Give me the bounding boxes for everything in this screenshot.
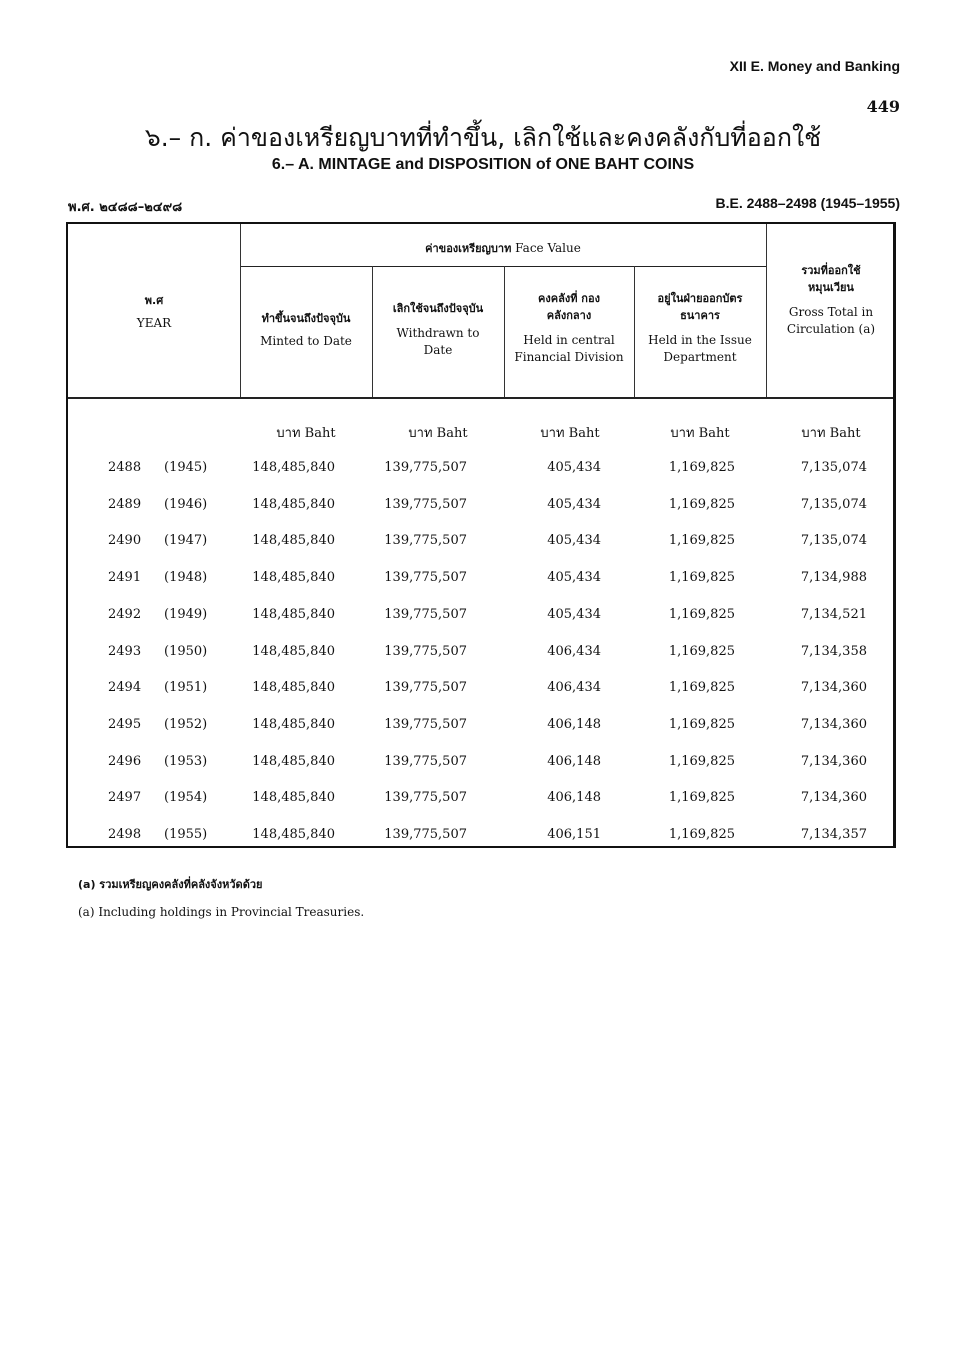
year-ce: (1952) bbox=[164, 716, 208, 732]
held-issue-value: 1,169,825 bbox=[668, 606, 735, 622]
held-issue-value: 1,169,825 bbox=[668, 460, 735, 475]
table-row bbox=[68, 497, 893, 517]
year-header-english: YEAR bbox=[136, 316, 172, 330]
column-header-english: Held in central Financial Division bbox=[514, 333, 624, 364]
year-be: 2488 bbox=[108, 460, 142, 475]
gross-value: 7,134,358 bbox=[800, 643, 867, 659]
held-issue-value: 1,169,825 bbox=[668, 680, 735, 696]
column-header-english: Minted to Date bbox=[260, 334, 352, 348]
year-ce: (1946) bbox=[164, 496, 208, 512]
table-row bbox=[68, 680, 893, 700]
withdrawn-value: 139,775,507 bbox=[384, 570, 467, 586]
section-label: XII E. Money and Banking bbox=[729, 58, 900, 74]
withdrawn-value: 139,775,507 bbox=[384, 460, 467, 475]
unit-label: บาท Baht bbox=[408, 426, 468, 441]
group-header-english: Face Value bbox=[515, 241, 581, 255]
gross-value: 7,135,074 bbox=[800, 496, 867, 512]
held-central-value: 406,148 bbox=[547, 716, 601, 732]
minted-value: 148,485,840 bbox=[252, 496, 335, 512]
column-header-thai: ทำขึ้นจนถึงปัจจุบัน bbox=[261, 312, 351, 325]
column-divider bbox=[372, 266, 373, 397]
held-issue-value: 1,169,825 bbox=[668, 716, 735, 732]
page-number: 449 bbox=[866, 97, 900, 116]
year-ce: (1950) bbox=[164, 643, 208, 659]
year-be: 2495 bbox=[108, 716, 142, 732]
gross-value: 7,134,988 bbox=[800, 570, 867, 586]
unit-label: บาท Baht bbox=[801, 426, 861, 441]
gross-value: 7,134,360 bbox=[800, 753, 867, 769]
table-row bbox=[68, 827, 893, 847]
year-be: 2490 bbox=[108, 533, 142, 549]
table-row bbox=[68, 460, 893, 480]
withdrawn-value: 139,775,507 bbox=[384, 790, 467, 806]
minted-value: 148,485,840 bbox=[252, 753, 335, 769]
column-header-english: Withdrawn to Date bbox=[396, 326, 480, 357]
minted-value: 148,485,840 bbox=[252, 790, 335, 806]
period-thai: พ.ศ. ๒๔๘๘–๒๔๙๘ bbox=[68, 200, 183, 215]
page-title-english: 6.– A. MINTAGE and DISPOSITION of ONE BAHT COINS bbox=[271, 156, 695, 173]
year-ce: (1948) bbox=[164, 570, 208, 586]
unit-label: บาท Baht bbox=[670, 426, 730, 441]
year-header bbox=[68, 292, 240, 332]
minted-value: 148,485,840 bbox=[252, 460, 335, 475]
withdrawn-value: 139,775,507 bbox=[384, 606, 467, 622]
column-header-withdrawn bbox=[388, 300, 488, 359]
minted-value: 148,485,840 bbox=[252, 827, 335, 842]
withdrawn-value: 139,775,507 bbox=[384, 827, 467, 842]
held-central-value: 405,434 bbox=[547, 460, 601, 475]
column-header-english: Gross Total in Circulation (a) bbox=[786, 305, 876, 336]
minted-value: 148,485,840 bbox=[252, 533, 335, 549]
held-central-value: 406,434 bbox=[547, 643, 601, 659]
year-be: 2496 bbox=[108, 753, 142, 769]
column-header-thai: รวมที่ออกใช้ หมุนเวียน bbox=[801, 264, 861, 294]
withdrawn-value: 139,775,507 bbox=[384, 496, 467, 512]
minted-value: 148,485,840 bbox=[252, 606, 335, 622]
year-be: 2489 bbox=[108, 496, 142, 512]
unit-label: บาท Baht bbox=[540, 426, 600, 441]
year-ce: (1949) bbox=[164, 606, 208, 622]
column-header-thai: คงคลังที่ กองคลังกลาง bbox=[538, 292, 600, 322]
held-central-value: 406,434 bbox=[547, 680, 601, 696]
year-be: 2494 bbox=[108, 680, 142, 696]
column-header-english: Held in the Issue Department bbox=[648, 333, 752, 364]
year-be: 2493 bbox=[108, 643, 142, 659]
year-ce: (1955) bbox=[164, 827, 208, 842]
table-row bbox=[68, 644, 893, 664]
column-header-thai: อยู่ในฝ่ายออกบัตร ธนาคาร bbox=[657, 292, 743, 322]
column-header-held-issue bbox=[634, 290, 766, 366]
coin-table bbox=[66, 222, 896, 848]
held-central-value: 406,148 bbox=[547, 790, 601, 806]
held-central-value: 405,434 bbox=[547, 606, 601, 622]
held-issue-value: 1,169,825 bbox=[668, 533, 735, 549]
period-english: B.E. 2488–2498 (1945–1955) bbox=[715, 195, 900, 211]
year-header-thai: พ.ศ bbox=[144, 294, 164, 307]
page-title-thai: ๖.– ก. ค่าของเหรียญบาทที่ทำขึ้น, เลิกใช้และคงคลังกับที่ออกใช้ bbox=[144, 123, 822, 152]
year-ce: (1954) bbox=[164, 790, 208, 806]
table-row bbox=[68, 533, 893, 553]
withdrawn-value: 139,775,507 bbox=[384, 716, 467, 732]
held-issue-value: 1,169,825 bbox=[668, 827, 735, 842]
held-issue-value: 1,169,825 bbox=[668, 753, 735, 769]
gross-value: 7,134,521 bbox=[800, 606, 867, 622]
group-header bbox=[240, 240, 766, 257]
held-issue-value: 1,169,825 bbox=[668, 790, 735, 806]
unit-label: บาท Baht bbox=[276, 426, 336, 441]
minted-value: 148,485,840 bbox=[252, 716, 335, 732]
gross-value: 7,134,360 bbox=[800, 716, 867, 732]
table-row bbox=[68, 607, 893, 627]
withdrawn-value: 139,775,507 bbox=[384, 533, 467, 549]
year-ce: (1953) bbox=[164, 753, 208, 769]
table-row bbox=[68, 754, 893, 774]
column-header-thai: เลิกใช้จนถึงปัจจุบัน bbox=[392, 302, 484, 315]
gross-value: 7,135,074 bbox=[800, 533, 867, 549]
held-issue-value: 1,169,825 bbox=[668, 570, 735, 586]
minted-value: 148,485,840 bbox=[252, 570, 335, 586]
year-be: 2491 bbox=[108, 570, 142, 586]
withdrawn-value: 139,775,507 bbox=[384, 643, 467, 659]
column-header-gross bbox=[766, 262, 896, 338]
minted-value: 148,485,840 bbox=[252, 680, 335, 696]
column-header-minted bbox=[240, 310, 372, 350]
year-ce: (1945) bbox=[164, 460, 208, 475]
year-be: 2492 bbox=[108, 606, 142, 622]
gross-value: 7,134,360 bbox=[800, 790, 867, 806]
table-row bbox=[68, 717, 893, 737]
held-issue-value: 1,169,825 bbox=[668, 496, 735, 512]
withdrawn-value: 139,775,507 bbox=[384, 680, 467, 696]
held-central-value: 406,148 bbox=[547, 753, 601, 769]
held-central-value: 405,434 bbox=[547, 533, 601, 549]
group-header-thai: ค่าของเหรียญบาท bbox=[425, 242, 512, 255]
group-header-rule bbox=[240, 266, 766, 267]
withdrawn-value: 139,775,507 bbox=[384, 753, 467, 769]
gross-value: 7,135,074 bbox=[800, 460, 867, 475]
column-header-held-central bbox=[504, 290, 634, 366]
table-row bbox=[68, 570, 893, 590]
gross-value: 7,134,357 bbox=[800, 827, 867, 842]
year-ce: (1947) bbox=[164, 533, 208, 549]
header-rule bbox=[68, 397, 893, 399]
year-ce: (1951) bbox=[164, 680, 208, 696]
table-row bbox=[68, 790, 893, 810]
held-issue-value: 1,169,825 bbox=[668, 643, 735, 659]
held-central-value: 405,434 bbox=[547, 496, 601, 512]
held-central-value: 405,434 bbox=[547, 570, 601, 586]
year-be: 2498 bbox=[108, 827, 142, 842]
footnote-thai: (a) รวมเหรียญคงคลังที่คลังจังหวัดด้วย bbox=[78, 878, 263, 891]
gross-value: 7,134,360 bbox=[800, 680, 867, 696]
footnote-english: (a) Including holdings in Provincial Treasuries. bbox=[78, 905, 365, 919]
held-central-value: 406,151 bbox=[547, 827, 601, 842]
year-be: 2497 bbox=[108, 790, 142, 806]
minted-value: 148,485,840 bbox=[252, 643, 335, 659]
